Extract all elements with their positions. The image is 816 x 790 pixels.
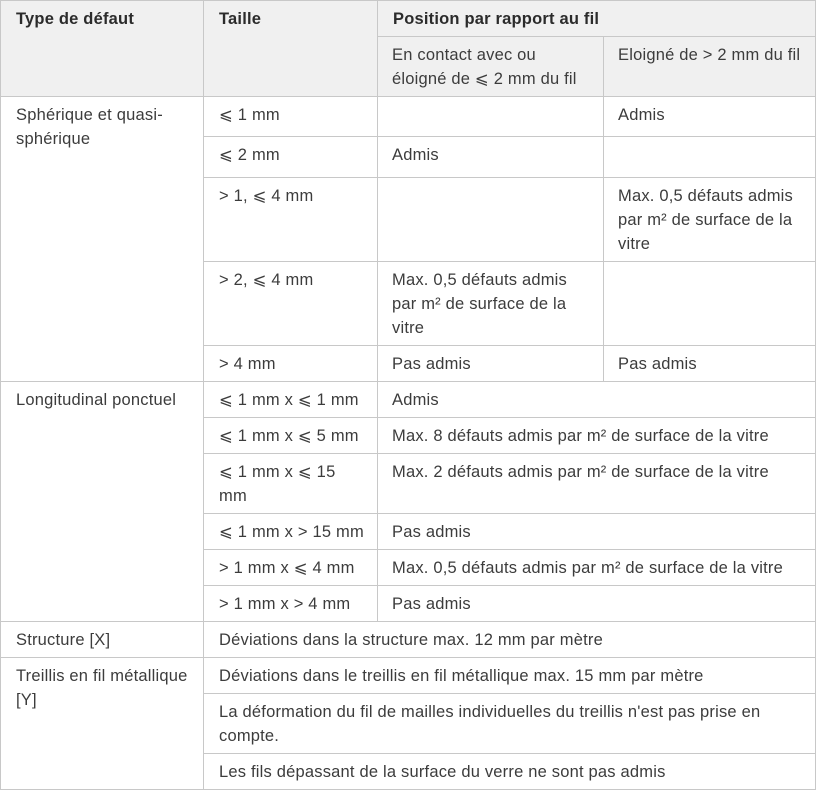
header-position: Position par rapport au fil <box>378 1 816 37</box>
value-cell: Max. 8 défauts admis par m² de surface de la vitre <box>378 418 816 454</box>
defect-type-cell: Longitudinal ponctuel <box>1 382 204 622</box>
table-row <box>1 658 816 694</box>
size-cell: ⩽ 1 mm x ⩽ 5 mm <box>204 418 378 454</box>
contact-cell <box>378 97 604 137</box>
size-cell: ⩽ 2 mm <box>204 137 378 178</box>
far-cell <box>604 262 816 346</box>
size-cell: > 2, ⩽ 4 mm <box>204 262 378 346</box>
value-cell: Déviations dans la structure max. 12 mm par mètre <box>204 622 816 658</box>
table-row <box>1 382 816 418</box>
table-row <box>1 97 816 137</box>
far-cell: Pas admis <box>604 346 816 382</box>
header-row <box>1 1 816 37</box>
size-cell: > 1 mm x > 4 mm <box>204 586 378 622</box>
size-cell: > 4 mm <box>204 346 378 382</box>
subheader-far: Eloigné de > 2 mm du fil <box>604 37 816 97</box>
value-cell: Max. 0,5 défauts admis par m² de surface de la vitre <box>378 550 816 586</box>
size-cell: > 1 mm x ⩽ 4 mm <box>204 550 378 586</box>
value-cell: Pas admis <box>378 586 816 622</box>
size-cell: ⩽ 1 mm x ⩽ 1 mm <box>204 382 378 418</box>
value-cell: La déformation du fil de mailles individuelles du treillis n'est pas prise en compte. <box>204 694 816 754</box>
subheader-contact: En contact avec ou éloigné de ⩽ 2 mm du fil <box>378 37 604 97</box>
value-cell: Les fils dépassant de la surface du verre ne sont pas admis <box>204 754 816 790</box>
defect-type-cell: Structure [X] <box>1 622 204 658</box>
size-cell: > 1, ⩽ 4 mm <box>204 178 378 262</box>
value-cell: Max. 2 défauts admis par m² de surface de la vitre <box>378 454 816 514</box>
defect-type-cell: Sphérique et quasi-sphérique <box>1 97 204 382</box>
contact-cell <box>378 178 604 262</box>
far-cell: Admis <box>604 97 816 137</box>
value-cell: Déviations dans le treillis en fil métallique max. 15 mm par mètre <box>204 658 816 694</box>
defect-type-cell: Treillis en fil métallique [Y] <box>1 658 204 790</box>
contact-cell: Max. 0,5 défauts admis par m² de surface de la vitre <box>378 262 604 346</box>
contact-cell: Pas admis <box>378 346 604 382</box>
header-type: Type de défaut <box>1 1 204 97</box>
size-cell: ⩽ 1 mm x ⩽ 15 mm <box>204 454 378 514</box>
size-cell: ⩽ 1 mm x > 15 mm <box>204 514 378 550</box>
table-row <box>1 622 816 658</box>
size-cell: ⩽ 1 mm <box>204 97 378 137</box>
far-cell: Max. 0,5 défauts admis par m² de surface de la vitre <box>604 178 816 262</box>
header-size: Taille <box>204 1 378 97</box>
value-cell: Admis <box>378 382 816 418</box>
far-cell <box>604 137 816 178</box>
value-cell: Pas admis <box>378 514 816 550</box>
contact-cell: Admis <box>378 137 604 178</box>
